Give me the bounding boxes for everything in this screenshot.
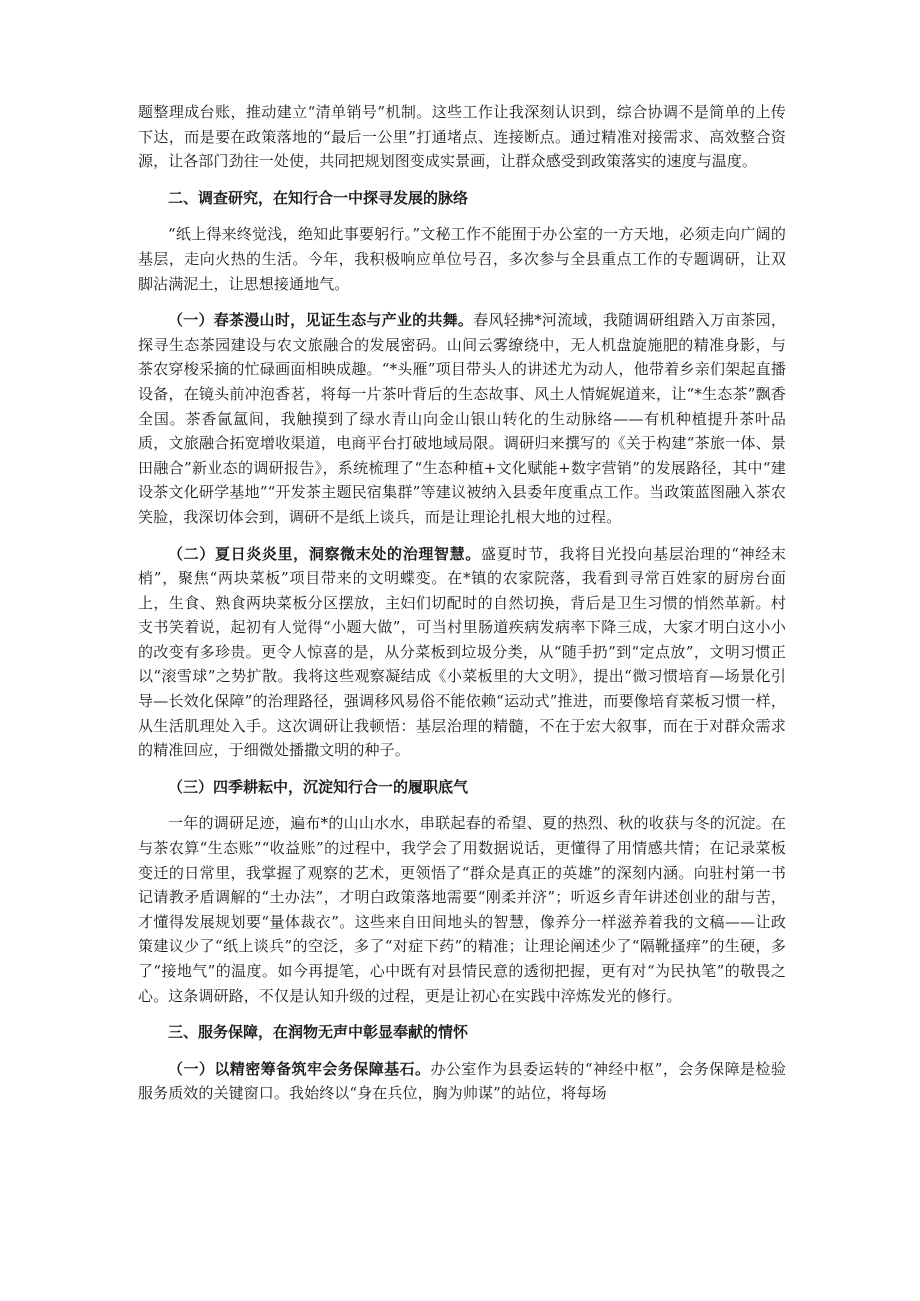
paragraph-1: 题整理成台账，推动建立“清单销号”机制。这些工作让我深刻认识到，综合协调不是简单的上传下达，而是要在政策落地的“最后一公里”打通堵点、连接断点。通过精准对接需求、高效整合资源，让各部门劲往一处使，共同把规划图变成实景画，让群众感受到政策落实的速度与温度。 bbox=[138, 103, 786, 171]
paragraph-4-body: 盛夏时节，我将目光投向基层治理的“神经末梢”，聚焦“两块菜板”项目带来的文明蝶变。在*镇的农家院落，我看到寻常百姓家的厨房台面上，生食、熟食两块菜板分区摆放，主妇们切配时的自然切换，背后是卫生习惯的悄然革新。村支书笑着说，起初有人觉得“小题大做”，可当村里肠道疾病发病率下降三成，大家才明白这小小的改变有多珍贵。更令人惊喜的是，从分菜板到垃圾分类，从“随手扔”到“定点放”，文明习惯正以“滚雪球”之势扩散。我将这些观察凝结成《小菜板里的大文明》，提出“微习惯培育—场景化引导—长效化保障”的治理路径，强调移风易俗不能依赖“运动式”推进，而要像培育菜板习惯一样，从生活肌理处入手。这次调研让我顿悟：基层治理的精髓，不在于宏大叙事，而在于对群众需求的精准回应，于细微处播撒文明的种子。 bbox=[138, 544, 786, 760]
paragraph-5: 一年的调研足迹，遍布*的山山水水，串联起春的希望、夏的热烈、秋的收获与冬的沉淀。在与茶农算“生态账”“收益账”的过程中，我学会了用数据说话，更懂得了用情感共情；在记录菜板变迁的日常里，我掌握了观察的艺术，更领悟了“群众是真正的英雄”的深刻内涵。向驻村第一书记请教矛盾调解的“土办法”，才明白政策落地需要“刚柔并济”；听返乡青年讲述创业的甜与苦，才懂得发展规划要“量体裁衣”。这些来自田间地头的智慧，像养分一样滋养着我的文稿——让政策建议少了“纸上谈兵”的空泛，多了“对症下药”的精准；让理论阐述少了“隔靴搔痒”的生硬，多了“接地气”的温度。如今再提笔，心中既有对县情民意的透彻把握，更有对“为民执笔”的敬畏之心。这条调研路，不仅是认知升级的过程，更是让初心在实践中淬炼发光的修行。 bbox=[138, 814, 786, 1005]
subheading-meeting: （一）以精密筹备筑牢会务保障基石。 bbox=[168, 1059, 431, 1078]
paragraph-6 bbox=[138, 1057, 786, 1106]
subheading-summer: （二）夏日炎炎里，洞察微末处的治理智慧。 bbox=[168, 544, 481, 563]
section-heading-2: 二、调查研究，在知行合一中探寻发展的脉络 bbox=[168, 188, 469, 207]
subheading-seasons: （三）四季耕耘中，沉淀知行合一的履职底气 bbox=[168, 777, 469, 796]
subheading-spring: （一）春茶漫山时，见证生态与产业的共舞。 bbox=[168, 311, 474, 330]
paragraph-4 bbox=[138, 542, 786, 763]
document-page bbox=[138, 100, 786, 1118]
paragraph-2: “纸上得来终觉浅，绝知此事要躬行。”文秘工作不能囿于办公室的一方天地，必须走向广阔的基层，走向火热的生活。今年，我积极响应单位号召，多次参与全县重点工作的专题调研，让双脚沾满泥土，让思想接通地气。 bbox=[138, 225, 786, 293]
section-heading-3: 三、服务保障，在润物无声中彰显奉献的情怀 bbox=[168, 1023, 469, 1042]
paragraph-3-body: 春风轻拂*河流域，我随调研组踏入万亩茶园，探寻生态茶园建设与农文旅融合的发展密码。山间云雾缭绕中，无人机盘旋施肥的精准身影，与茶农穿梭采摘的忙碌画面相映成趣。“*头雁”项目带头人的讲述尤为动人，他带着乡亲们架起直播设备，在镜头前冲泡香茗，将每一片茶叶背后的生态故事、风土人情娓娓道来，让“*生态茶”飘香全国。茶香氤氲间，我触摸到了绿水青山向金山银山转化的生动脉络——有机种植提升茶叶品质，文旅融合拓宽增收渠道，电商平台打破地域局限。调研归来撰写的《关于构建“茶旅一体、景田融合”新业态的调研报告》，系统梳理了“生态种植+文化赋能+数字营销”的发展路径，其中“建设茶文化研学基地”“开发茶主题民宿集群”等建议被纳入县委年度重点工作。当政策蓝图融入茶农笑脸，我深切体会到，调研不是纸上谈兵，而是让理论扎根大地的过程。 bbox=[138, 311, 786, 526]
paragraph-3 bbox=[138, 308, 786, 529]
paragraph-6-body: 办公室作为县委运转的“神经中枢”，会务保障是检验服务质效的关键窗口。我始终以“身在兵位，胸为帅谋”的站位，将每场 bbox=[138, 1059, 786, 1103]
